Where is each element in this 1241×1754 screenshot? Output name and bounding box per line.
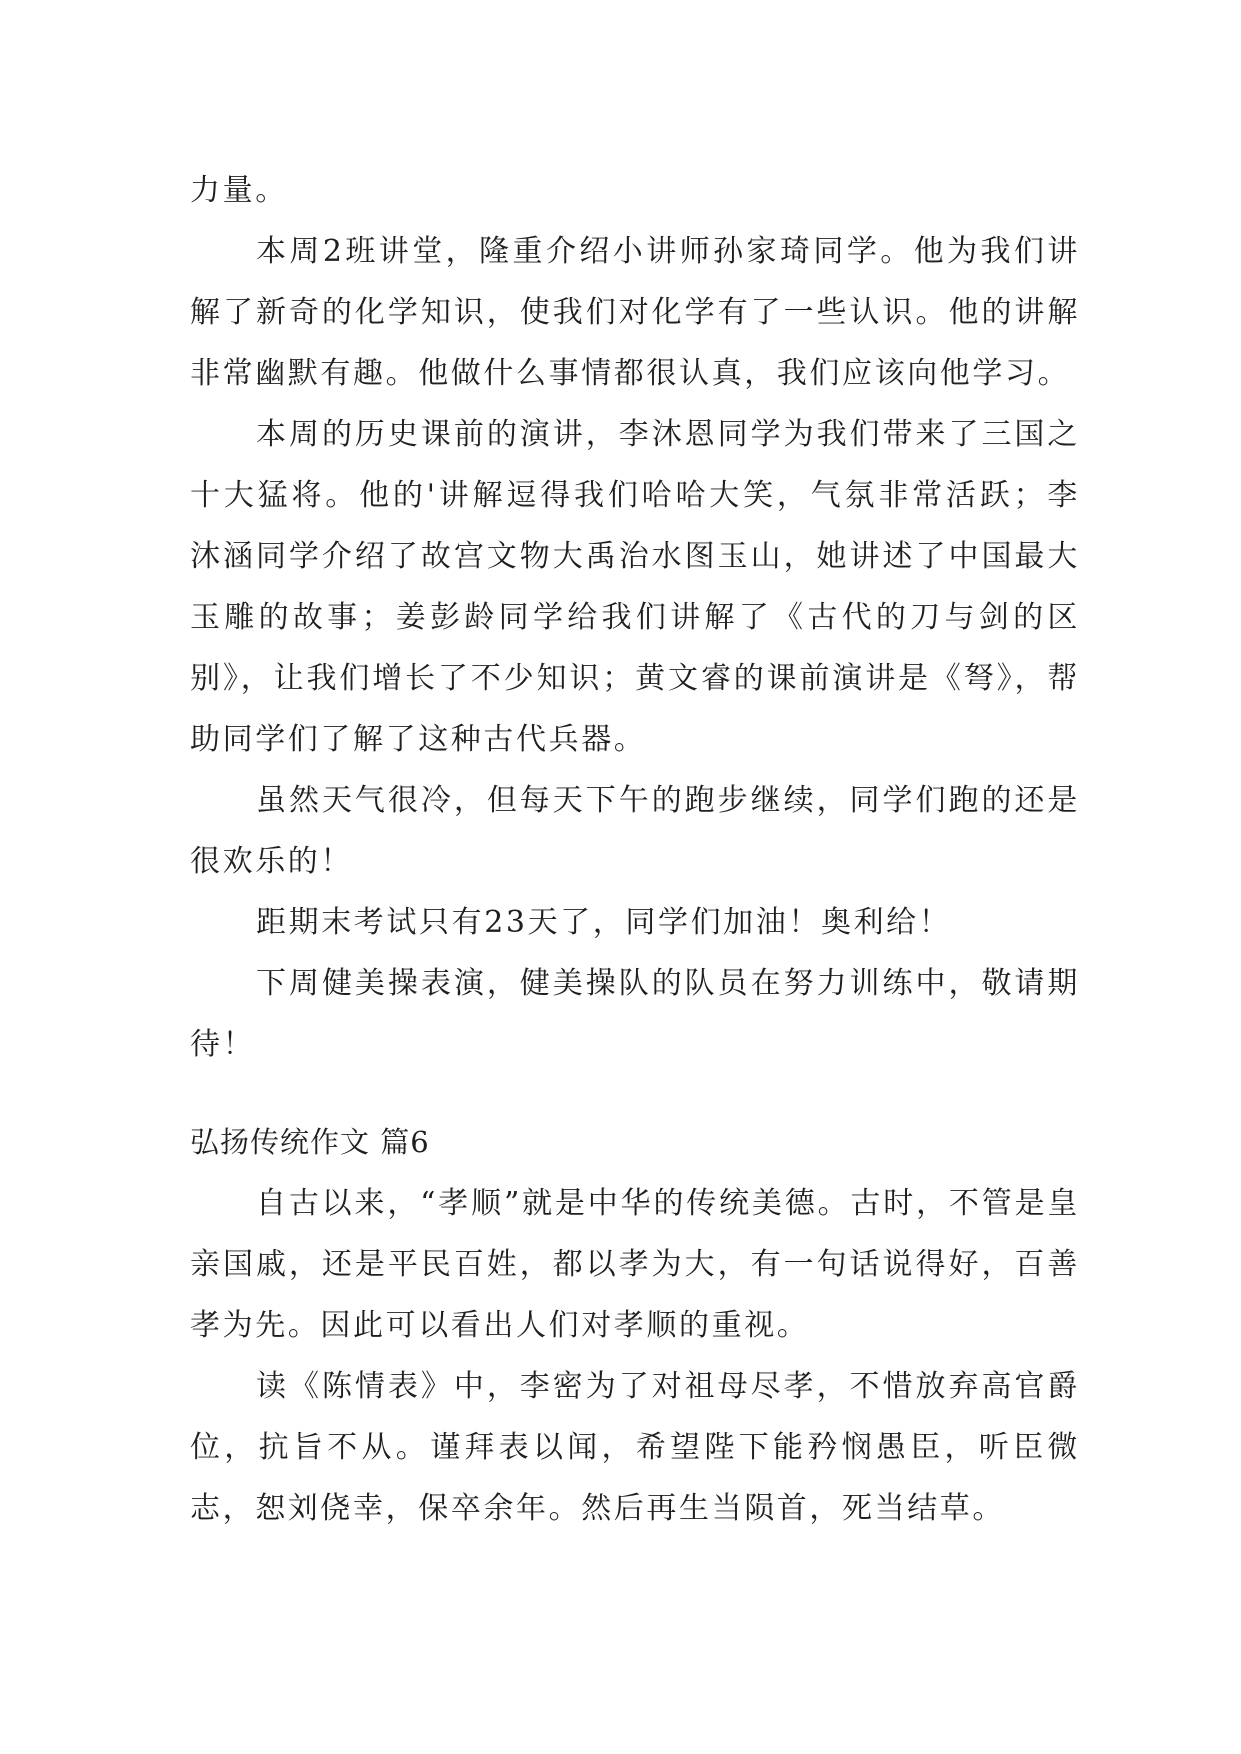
paragraph-continuation: 力量。 (190, 173, 288, 208)
section-title: 弘扬传统作文 篇6 (190, 1125, 430, 1159)
paragraph-chen-qing-biao: 读《陈情表》中，李密为了对祖母尽孝，不惜放弃高官爵位，抗旨不从。谨拜表以闻，希望陛下能矜悯愚臣，听臣微志，恕刘侥幸，保卒余年。然后再生当陨首，死当结草。 (190, 1369, 1080, 1526)
document-page (190, 160, 1080, 1539)
paragraph-aerobics: 下周健美操表演，健美操队的队员在努力训练中，敬请期待！ (190, 966, 1080, 1062)
paragraph-running: 虽然天气很冷，但每天下午的跑步继续，同学们跑的还是很欢乐的！ (190, 783, 1080, 879)
paragraph-class-lecture: 本周2班讲堂，隆重介绍小讲师孙家琦同学。他为我们讲解了新奇的化学知识，使我们对化学有了一些认识。他的讲解非常幽默有趣。他做什么事情都很认真，我们应该向他学习。 (190, 234, 1080, 391)
paragraph-history-speech: 本周的历史课前的演讲，李沐恩同学为我们带来了三国之十大猛将。他的'讲解逗得我们哈哈大笑，气氛非常活跃；李沐涵同学介绍了故宫文物大禹治水图玉山，她讲述了中国最大玉雕的故事；姜彭龄同学给我们讲解了《古代的刀与剑的区别》，让我们增长了不少知识；黄文睿的课前演讲是《弩》，帮助同学们了解了这种古代兵器。 (190, 417, 1080, 757)
paragraph-exam-countdown: 距期末考试只有23天了，同学们加油！奥利给！ (256, 905, 952, 940)
paragraph-filial-piety: 自古以来，“孝顺”就是中华的传统美德。古时，不管是皇亲国戚，还是平民百姓，都以孝为大，有一句话说得好，百善孝为先。因此可以看出人们对孝顺的重视。 (190, 1186, 1080, 1343)
